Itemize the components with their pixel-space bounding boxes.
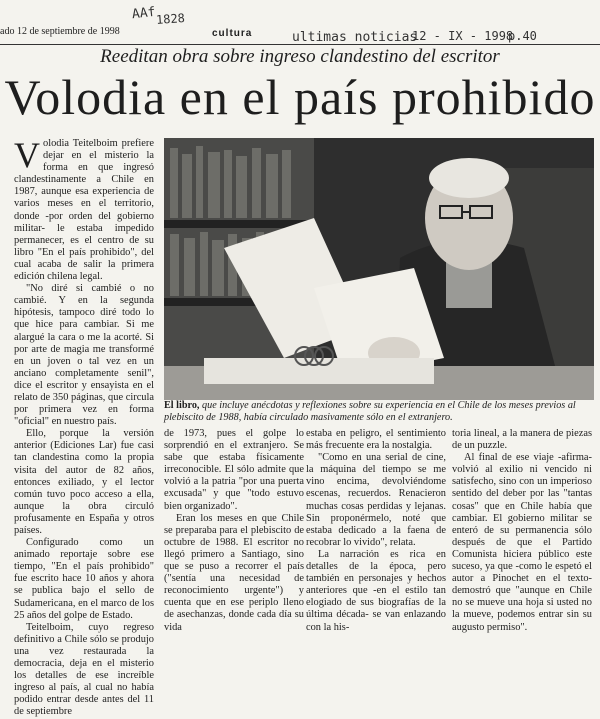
paragraph: "No diré si cambié o no cambié. Y en la segunda hipótesis, tampoco diré todo lo que hice para cambiar. Si me alargué la cara o me la acorté. Si por arte de magia me transformé en un joven o tal vez en un anciano completamente senil", dice el escritor y ensayista en el relato de 350 páginas, que circula por primera vez en forma "oficial" en nuestro país. (14, 283, 154, 428)
paragraph: Configurado como un animado reportaje sobre ese tiempo, "En el país prohibido" fue escrito hace 10 años y ahora se publica bajo el sello de Sudamericana, en el marco de los 25 años del golpe de Estado. (14, 537, 154, 621)
paragraph: Teitelboim, cuyo regreso definitivo a Chile sólo se produjo una vez restaurada la democracia, deja en el misterio los detalles de ese increíble ingreso al país, al cual no había podido entrar desde antes del 11 de septiembre (14, 621, 154, 718)
header-rule (0, 44, 600, 45)
paragraph: "Como en una serial de cine, la máquina del tiempo se me vino encima, devolviéndome escenas, recuerdos. Renacieron muchas cosas perdidas y lejanas. Sin proponérmelo, noté que estaba dedicado a la faena de recobrar lo vivido", relata. (306, 452, 446, 548)
caption-lead: El libro, (164, 400, 200, 411)
article-column-3 (306, 428, 446, 633)
paragraph: estaba en peligro, el sentimiento más frecuente era la nostalgia. (306, 428, 446, 452)
drop-cap: V (14, 135, 40, 175)
article-subtitle: Reeditan obra sobre ingreso clandestino del escritor (100, 46, 500, 67)
article-photo (164, 138, 594, 400)
paragraph: Ello, porque la versión anterior (Ediciones Lar) fue casi tan clandestina como la propia visita del autor de 82 años, entonces exiliado, y el lector común tuvo poco acceso a ella, aunque la obra circuló profusamente en España y otros países. (14, 428, 154, 536)
caption-text: que incluye anécdotas y reflexiones sobre su experiencia en el Chile de los meses previos al plebiscito de 1988, había circulado masivamente sólo en el extranjero. (164, 400, 576, 423)
article-column-1 (14, 135, 154, 718)
handwritten-archive-number: 1828 (155, 11, 186, 27)
paragraph: Al final de ese viaje -afirma- volvió al exilio ni vencido ni satisfecho, sino con un imperioso sentido del deber por las "tantas cosas" que en Chile había que cambiar. El gobierno militar se enteró de su permanencia sólo después de que el Partido Comunista hiciera público este suceso, ya que -como le espetó el autor a Pinochet en el texto- demostró que "aunque en Chile no se mueve una hoja si usted no la mueve, podemos entrar sin su augusto permiso". (452, 452, 592, 633)
handwritten-archive-code: AAf (131, 4, 157, 23)
handwritten-source: ultimas noticias (292, 30, 418, 45)
paragraph: de 1973, pues el golpe lo sorprendió en el extranjero. Se sabe que estaba físicamente irreconocible. El sólo admite que volvió a la patria "por una puerta excusada" y que "todo estuvo bien organizado". (164, 428, 304, 512)
paragraph: Eran los meses en que Chile se preparaba para el plebiscito de octubre de 1988. El escritor no llegó primero a Santiago, sino que se puso a recorrer el país ("sentía una necesidad de reconocimiento urgente") y cuenta que en ese periplo lleno de asechanzas, donde cada día su vida (164, 512, 304, 633)
handwritten-date: 12 - IX - 1998 (412, 29, 514, 43)
paragraph: Volodia Teitelboim prefiere dejar en el misterio la forma en que ingresó clandestinamente a Chile en 1987, aunque esa experiencia de varios meses en el territorio, donde -por orden del gobierno militar- le estaba impedido permanecer, es el centro de su libro "En el país prohibido", del cual acaba de salir la primera edición chilena legal. (14, 135, 154, 283)
publication-date: ado 12 de septiembre de 1998 (0, 26, 120, 37)
article-column-2 (164, 428, 304, 633)
article-title: Volodia en el país prohibido (4, 69, 596, 125)
article-column-4 (452, 428, 592, 633)
writer-portrait-image (164, 138, 594, 400)
handwritten-page: p.40 (508, 29, 537, 43)
photo-caption (164, 400, 590, 424)
paragraph: toria lineal, a la manera de piezas de un puzzle. (452, 428, 592, 452)
section-label: cultura (212, 28, 253, 39)
paragraph: La narración es rica en detalles de la época, pero también en personajes y hechos anteriores que -en el estilo tan elogiado de sus biografías de la última década- se van enlazando con la his- (306, 548, 446, 633)
